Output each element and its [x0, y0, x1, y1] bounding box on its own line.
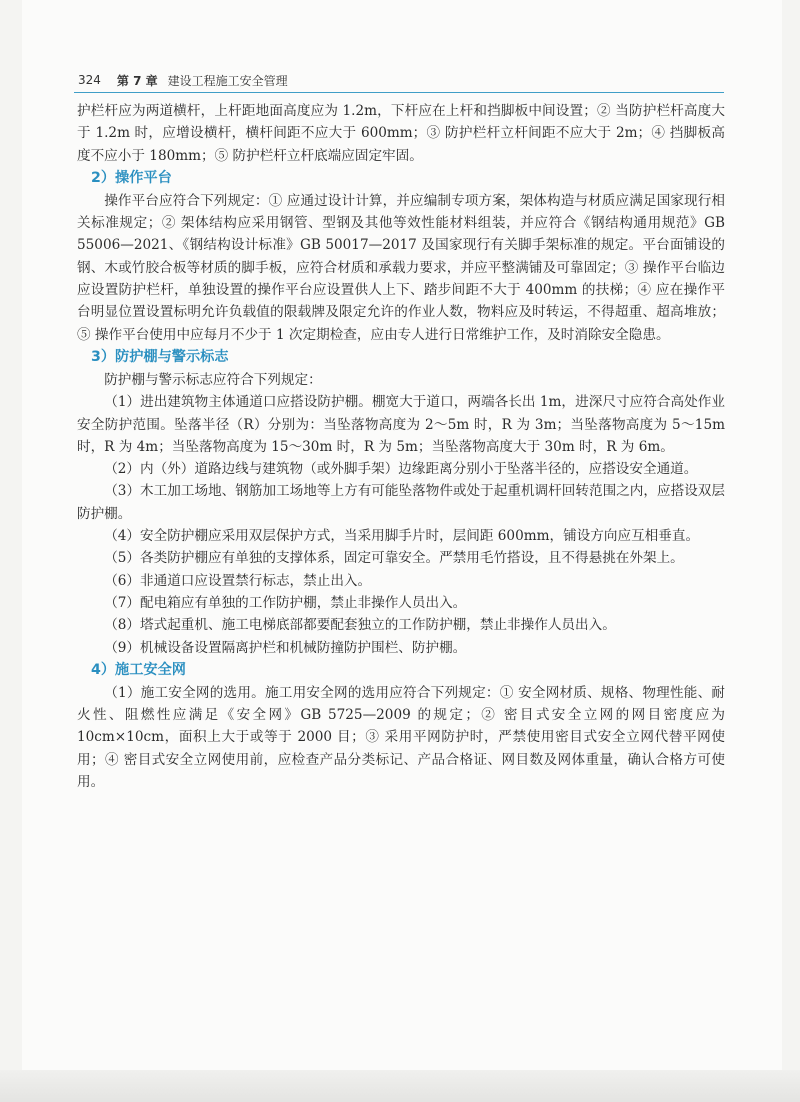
section-heading-safety-net: 4）施工安全网: [91, 661, 186, 678]
running-header: [78, 70, 718, 90]
safety-net-paragraph: （1）施工安全网的选用。施工用安全网的选用应符合下列规定：① 安全网材质、规格、物理性能、耐火性、阻燃性应满足《安全网》GB 5725—2009 的规定；② 密目式安全立网的网目密度应为 10cm×10cm，面积上大于或等于 2000 目；③ 采用平网防护时，严禁使用密目式安全立网代替平网使用；④ 密目式安全立网使用前，应检查产品分类标记、产品合格证、网目数及网体重量，确认合格方可使用。: [77, 684, 725, 791]
list-item: （1）进出建筑物主体通道口应搭设防护棚。棚宽大于道口，两端各长出 1m，进深尺寸应符合高处作业安全防护范围。坠落半径（R）分别为：当坠落物高度为 2～5m 时，R 为 3m；当坠落物高度为 5～15m 时，R 为 4m；当坠落物高度为 15～30m 时，R 为 5m；当坠落物高度大于 30m 时，R 为 6m。: [77, 394, 725, 455]
chapter-title: 建设工程施工安全管理: [167, 73, 288, 88]
section-heading-protective-shed: 3）防护棚与警示标志: [91, 348, 229, 365]
continued-paragraph: 护栏杆应为两道横杆，上杆距地面高度应为 1.2m，下杆应在上杆和挡脚板中间设置；② 当防护栏杆高度大于 1.2m 时，应增设横杆，横杆间距不应大于 600mm；③ 防护栏杆立杆间距不应大于 2m；④ 挡脚板高度不应小于 180mm；⑤ 防护栏杆立杆底端应固定牢固。: [77, 103, 725, 164]
page-body: [77, 100, 725, 793]
page-number: 324: [78, 73, 101, 87]
section-heading-operating-platform: 2）操作平台: [91, 169, 172, 186]
list-item: （3）木工加工场地、钢筋加工场地等上方有可能坠落物件或处于起重机调杆回转范围之内，应搭设双层防护棚。: [77, 483, 725, 522]
list-item: （4）安全防护棚应采用双层保护方式，当采用脚手片时，层间距 600mm，铺设方向应互相垂直。: [104, 528, 700, 545]
list-item: （6）非通道口应设置禁行标志，禁止出入。: [104, 572, 372, 589]
header-rule: [74, 92, 724, 93]
list-item: （2）内（外）道路边线与建筑物（或外脚手架）边缘距离分别小于坠落半径的，应搭设安全通道。: [104, 461, 698, 478]
operating-platform-paragraph: 操作平台应符合下列规定：① 应通过设计计算，并应编制专项方案，架体构造与材质应满足国家现行相关标准规定；② 架体结构应采用钢管、型钢及其他等效性能材料组装，并应符合《钢结构通用规范》GB 55006—2021、《钢结构设计标准》GB 50017—2017 及国家现行有关脚手架标准的规定。平台面铺设的钢、木或竹胶合板等材质的脚手板，应符合材质和承载力要求，并应平整满铺及可靠固定；③ 操作平台临边应设置防护栏杆，单独设置的操作平台应设置供人上下、踏步间距不大于 400mm 的扶梯；④ 应在操作平台明显位置设置标明允许负载值的限载牌及限定允许的作业人数，物料应及时转运，不得超重、超高堆放；⑤ 操作平台使用中应每月不少于 1 次定期检查，应由专人进行日常维护工作，及时消除安全隐患。: [77, 192, 725, 343]
chapter-number: 第 7 章: [116, 73, 158, 88]
protective-shed-intro: 防护棚与警示标志应符合下列规定：: [104, 371, 322, 388]
list-item: （8）塔式起重机、施工电梯底部都要配套独立的工作防护棚，禁止非操作人员出入。: [104, 617, 616, 634]
list-item: （9）机械设备设置隔离护栏和机械防撞防护围栏、防护棚。: [104, 639, 467, 656]
scan-bottom-edge: [0, 1070, 800, 1102]
list-item: （5）各类防护棚应有单独的支撑体系，固定可靠安全。严禁用毛竹搭设，且不得悬挑在外架上。: [104, 550, 684, 567]
list-item: （7）配电箱应有单独的工作防护棚，禁止非操作人员出入。: [104, 594, 467, 611]
